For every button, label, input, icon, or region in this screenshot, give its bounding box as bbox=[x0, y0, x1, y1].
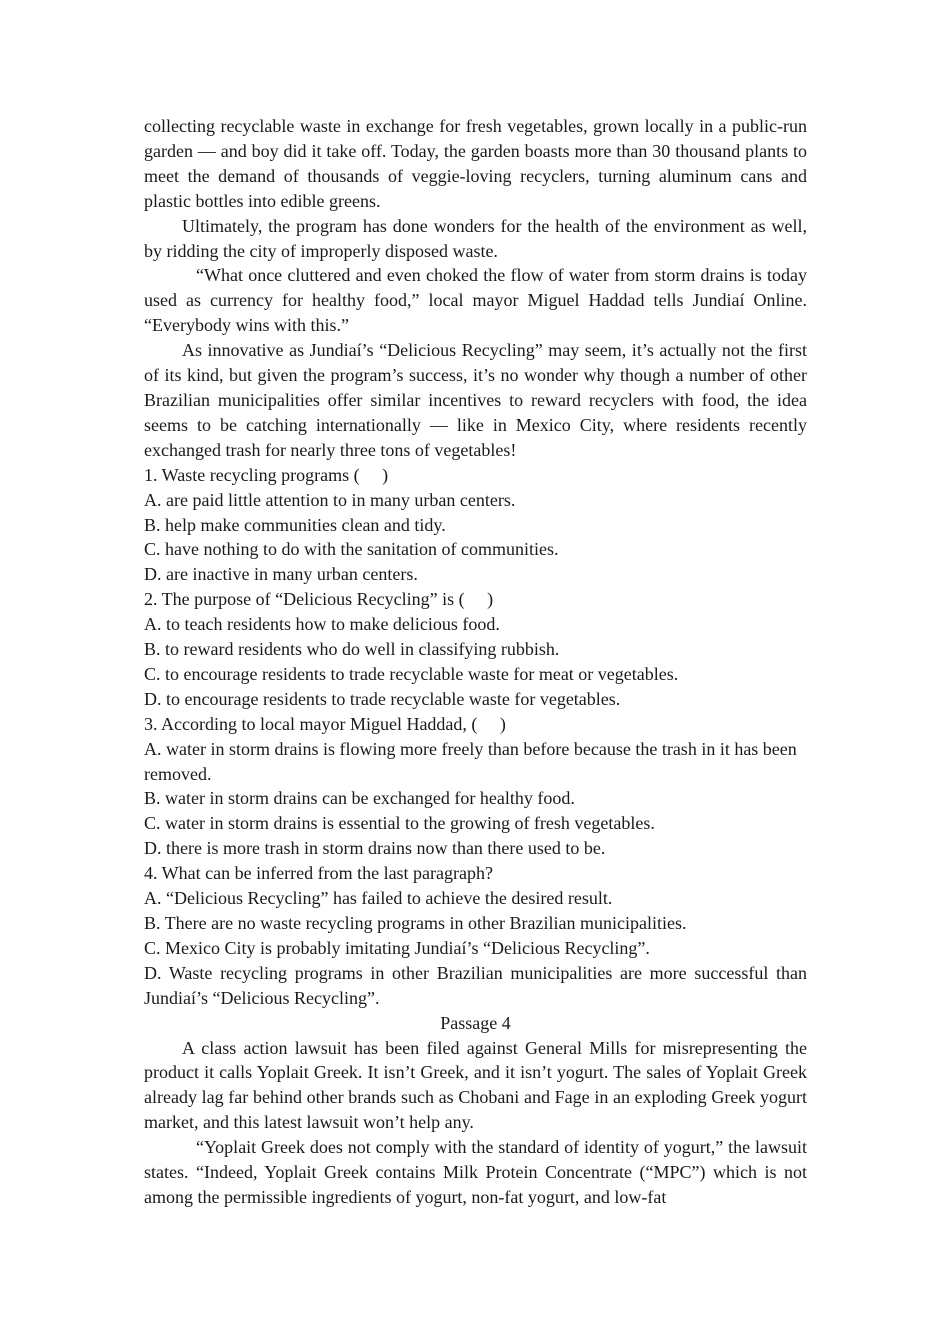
question-option: B. water in storm drains can be exchanged for healthy food. bbox=[144, 788, 575, 809]
passage3-paragraph-1: collecting recyclable waste in exchange for fresh vegetables, grown locally in a public-run garden — and boy did it take off. Today, the garden boasts more than 30 thousand plants to meet the demand of thousands of veggie-loving recyclers, turning aluminum cans and plastic bottles into edible greens. bbox=[144, 116, 807, 211]
passage3-paragraph-2: Ultimately, the program has done wonders for the health of the environment as well, by ridding the city of improperly disposed waste. bbox=[144, 215, 807, 261]
question-option: A. to teach residents how to make delicious food. bbox=[144, 614, 500, 635]
question-option: D. to encourage residents to trade recyclable waste for vegetables. bbox=[144, 688, 621, 709]
question-option: B. to reward residents who do well in classifying rubbish. bbox=[144, 639, 560, 660]
question-option: C. Mexico City is probably imitating Jundiaí’s “Delicious Recycling”. bbox=[144, 937, 650, 958]
document-page bbox=[144, 114, 807, 1210]
question-stem: 3. According to local mayor Miguel Haddad, ( ) bbox=[144, 713, 506, 734]
question-option: D. are inactive in many urban centers. bbox=[144, 564, 418, 585]
question-1 bbox=[144, 463, 807, 588]
question-option: D. there is more trash in storm drains now than there used to be. bbox=[144, 838, 606, 859]
question-stem: 4. What can be inferred from the last paragraph? bbox=[144, 863, 494, 884]
question-option: B. There are no waste recycling programs in other Brazilian municipalities. bbox=[144, 913, 687, 933]
question-stem: 1. Waste recycling programs ( ) bbox=[144, 464, 389, 485]
passage3-paragraph-3: “What once cluttered and even choked the flow of water from storm drains is today used as currency for healthy food,” local mayor Miguel Haddad tells Jundiaí Online. “Everybody wins with this.” bbox=[144, 265, 807, 336]
question-option: B. help make communities clean and tidy. bbox=[144, 514, 446, 535]
question-stem: 2. The purpose of “Delicious Recycling” is ( ) bbox=[144, 589, 494, 610]
question-option: C. water in storm drains is essential to the growing of fresh vegetables. bbox=[144, 813, 655, 834]
passage-title: Passage 4 bbox=[440, 1012, 511, 1033]
passage4-paragraph-2: “Yoplait Greek does not comply with the standard of identity of yogurt,” the lawsuit states. “Indeed, Yoplait Greek contains Milk Protein Concentrate (“MPC”) which is not among the permissible ingredients of yogurt, non-fat yogurt, and low-fat bbox=[144, 1137, 807, 1207]
question-3 bbox=[144, 712, 807, 861]
question-2 bbox=[144, 587, 807, 712]
question-option: C. have nothing to do with the sanitation of communities. bbox=[144, 539, 559, 560]
passage4-paragraph-1: A class action lawsuit has been filed against General Mills for misrepresenting the product it calls Yoplait Greek. It isn’t Greek, and it isn’t yogurt. The sales of Yoplait Greek already lag far behind other brands such as Chobani and Fage in an exploding Greek yogurt market, and this latest lawsuit won’t help any. bbox=[144, 1037, 807, 1133]
question-option: A. “Delicious Recycling” has failed to achieve the desired result. bbox=[144, 888, 613, 909]
passage3-paragraph-4: As innovative as Jundiaí’s “Delicious Recycling” may seem, it’s actually not the first of its kind, but given the program’s success, it’s no wonder why though a number of other Brazilian municipalities offer similar incentives to reward recyclers with food, the idea seems to be catching internationally — like in Mexico City, where residents recently exchanged trash for nearly three tons of vegetables! bbox=[144, 340, 807, 460]
question-option: A. are paid little attention to in many urban centers. bbox=[144, 489, 516, 510]
question-option: A. water in storm drains is flowing more freely than before because the trash in it has been removed. bbox=[144, 738, 797, 784]
question-4 bbox=[144, 861, 807, 1010]
question-option: D. Waste recycling programs in other Brazilian municipalities are more successful than Jundiaí’s “Delicious Recycling”. bbox=[144, 962, 807, 1008]
question-option: C. to encourage residents to trade recyclable waste for meat or vegetables. bbox=[144, 663, 679, 684]
